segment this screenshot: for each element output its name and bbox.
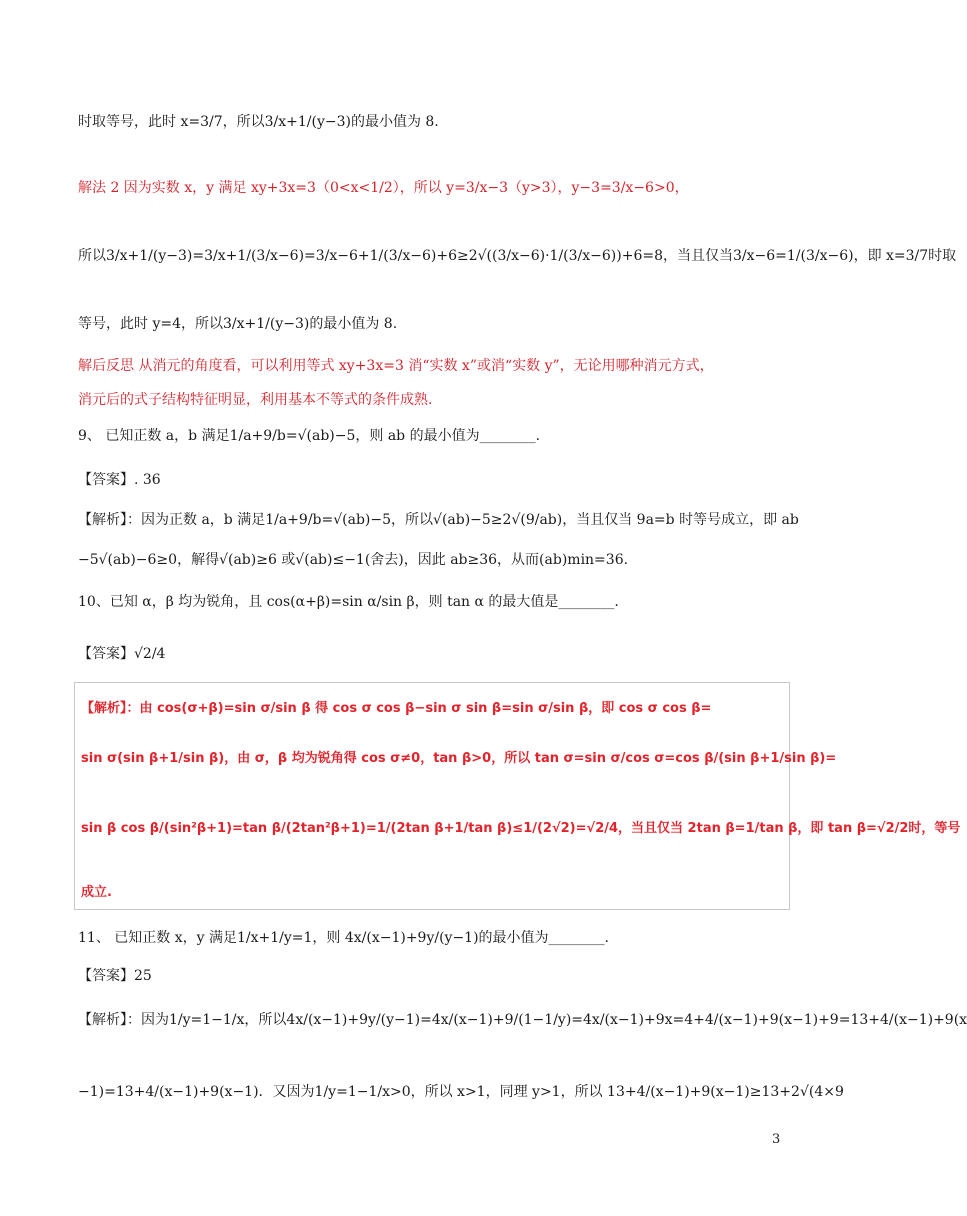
solution-box [74,682,961,910]
page-number: 3 [772,1132,781,1147]
text-line: 消元后的式子结构特征明显，利用基本不等式的条件成熟. [78,392,433,408]
solution-line: 【解析】：由 cos(σ+β)=sin σ/sin β 得 cos σ cos β−sin σ sin β=sin σ/sin β，即 cos σ cos β= [81,701,712,716]
text-line: 解法 2 因为实数 x，y 满足 xy+3x=3（0<x<1/2），所以 y=3/x−3（y>3），y−3=3/x−6>0， [78,180,689,196]
solution-line: sin β cos β/(sin²β+1)=tan β/(2tan²β+1)=1/(2tan β+1/tan β)≤1/(2√2)=√2/4，当且仅当 2tan β=1/tan β，即 tan β=√2/2时，等号 [81,821,961,836]
text-line: 【答案】√2/4 [78,646,166,662]
text-line: 解后反思 从消元的角度看，可以利用等式 xy+3x=3 消“实数 x”或消“实数 y”，无论用哪种消元方式， [78,358,714,374]
text-line: 所以3/x+1/(y−3)=3/x+1/(3/x−6)=3/x−6+1/(3/x−6)+6≥2√((3/x−6)·1/(3/x−6))+6=8，当且仅当3/x−6=1/(3/x−6)，即 x=3/7时取 [78,248,957,264]
text-line: 【答案】. 36 [78,472,161,488]
text-line: 【答案】25 [78,968,152,984]
text-line: 9、 已知正数 a，b 满足1/a+9/b=√(ab)−5，则 ab 的最小值为________. [78,428,541,444]
text-line: 【解析】：因为正数 a，b 满足1/a+9/b=√(ab)−5，所以√(ab)−5≥2√(9/ab)，当且仅当 9a=b 时等号成立，即 ab [78,512,799,528]
text-line: −1)=13+4/(x−1)+9(x−1)．又因为1/y=1−1/x>0，所以 x>1，同理 y>1，所以 13+4/(x−1)+9(x−1)≥13+2√(4×9 [78,1084,844,1100]
text-line: 【解析】：因为1/y=1−1/x，所以4x/(x−1)+9y/(y−1)=4x/(x−1)+9/(1−1/y)=4x/(x−1)+9x=4+4/(x−1)+9(x−1)+9=13+4/(x−1)+9(x [78,1012,967,1028]
text-line: 等号，此时 y=4，所以3/x+1/(y−3)的最小值为 8. [78,316,398,332]
solution-line: 成立. [81,885,112,900]
text-line: 10、已知 α，β 均为锐角，且 cos(α+β)=sin α/sin β，则 tan α 的最大值是________. [78,594,619,610]
text-line: −5√(ab)−6≥0，解得√(ab)≥6 或√(ab)≤−1(舍去)，因此 ab≥36，从而(ab)min=36. [78,552,629,568]
text-line: 11、 已知正数 x，y 满足1/x+1/y=1，则 4x/(x−1)+9y/(y−1)的最小值为________. [78,930,610,946]
solution-line: sin σ(sin β+1/sin β)，由 σ，β 均为锐角得 cos σ≠0，tan β>0，所以 tan σ=sin σ/cos σ=cos β/(sin β+1/sin β)= [81,751,837,766]
text-line: 时取等号，此时 x=3/7，所以3/x+1/(y−3)的最小值为 8. [78,114,439,130]
